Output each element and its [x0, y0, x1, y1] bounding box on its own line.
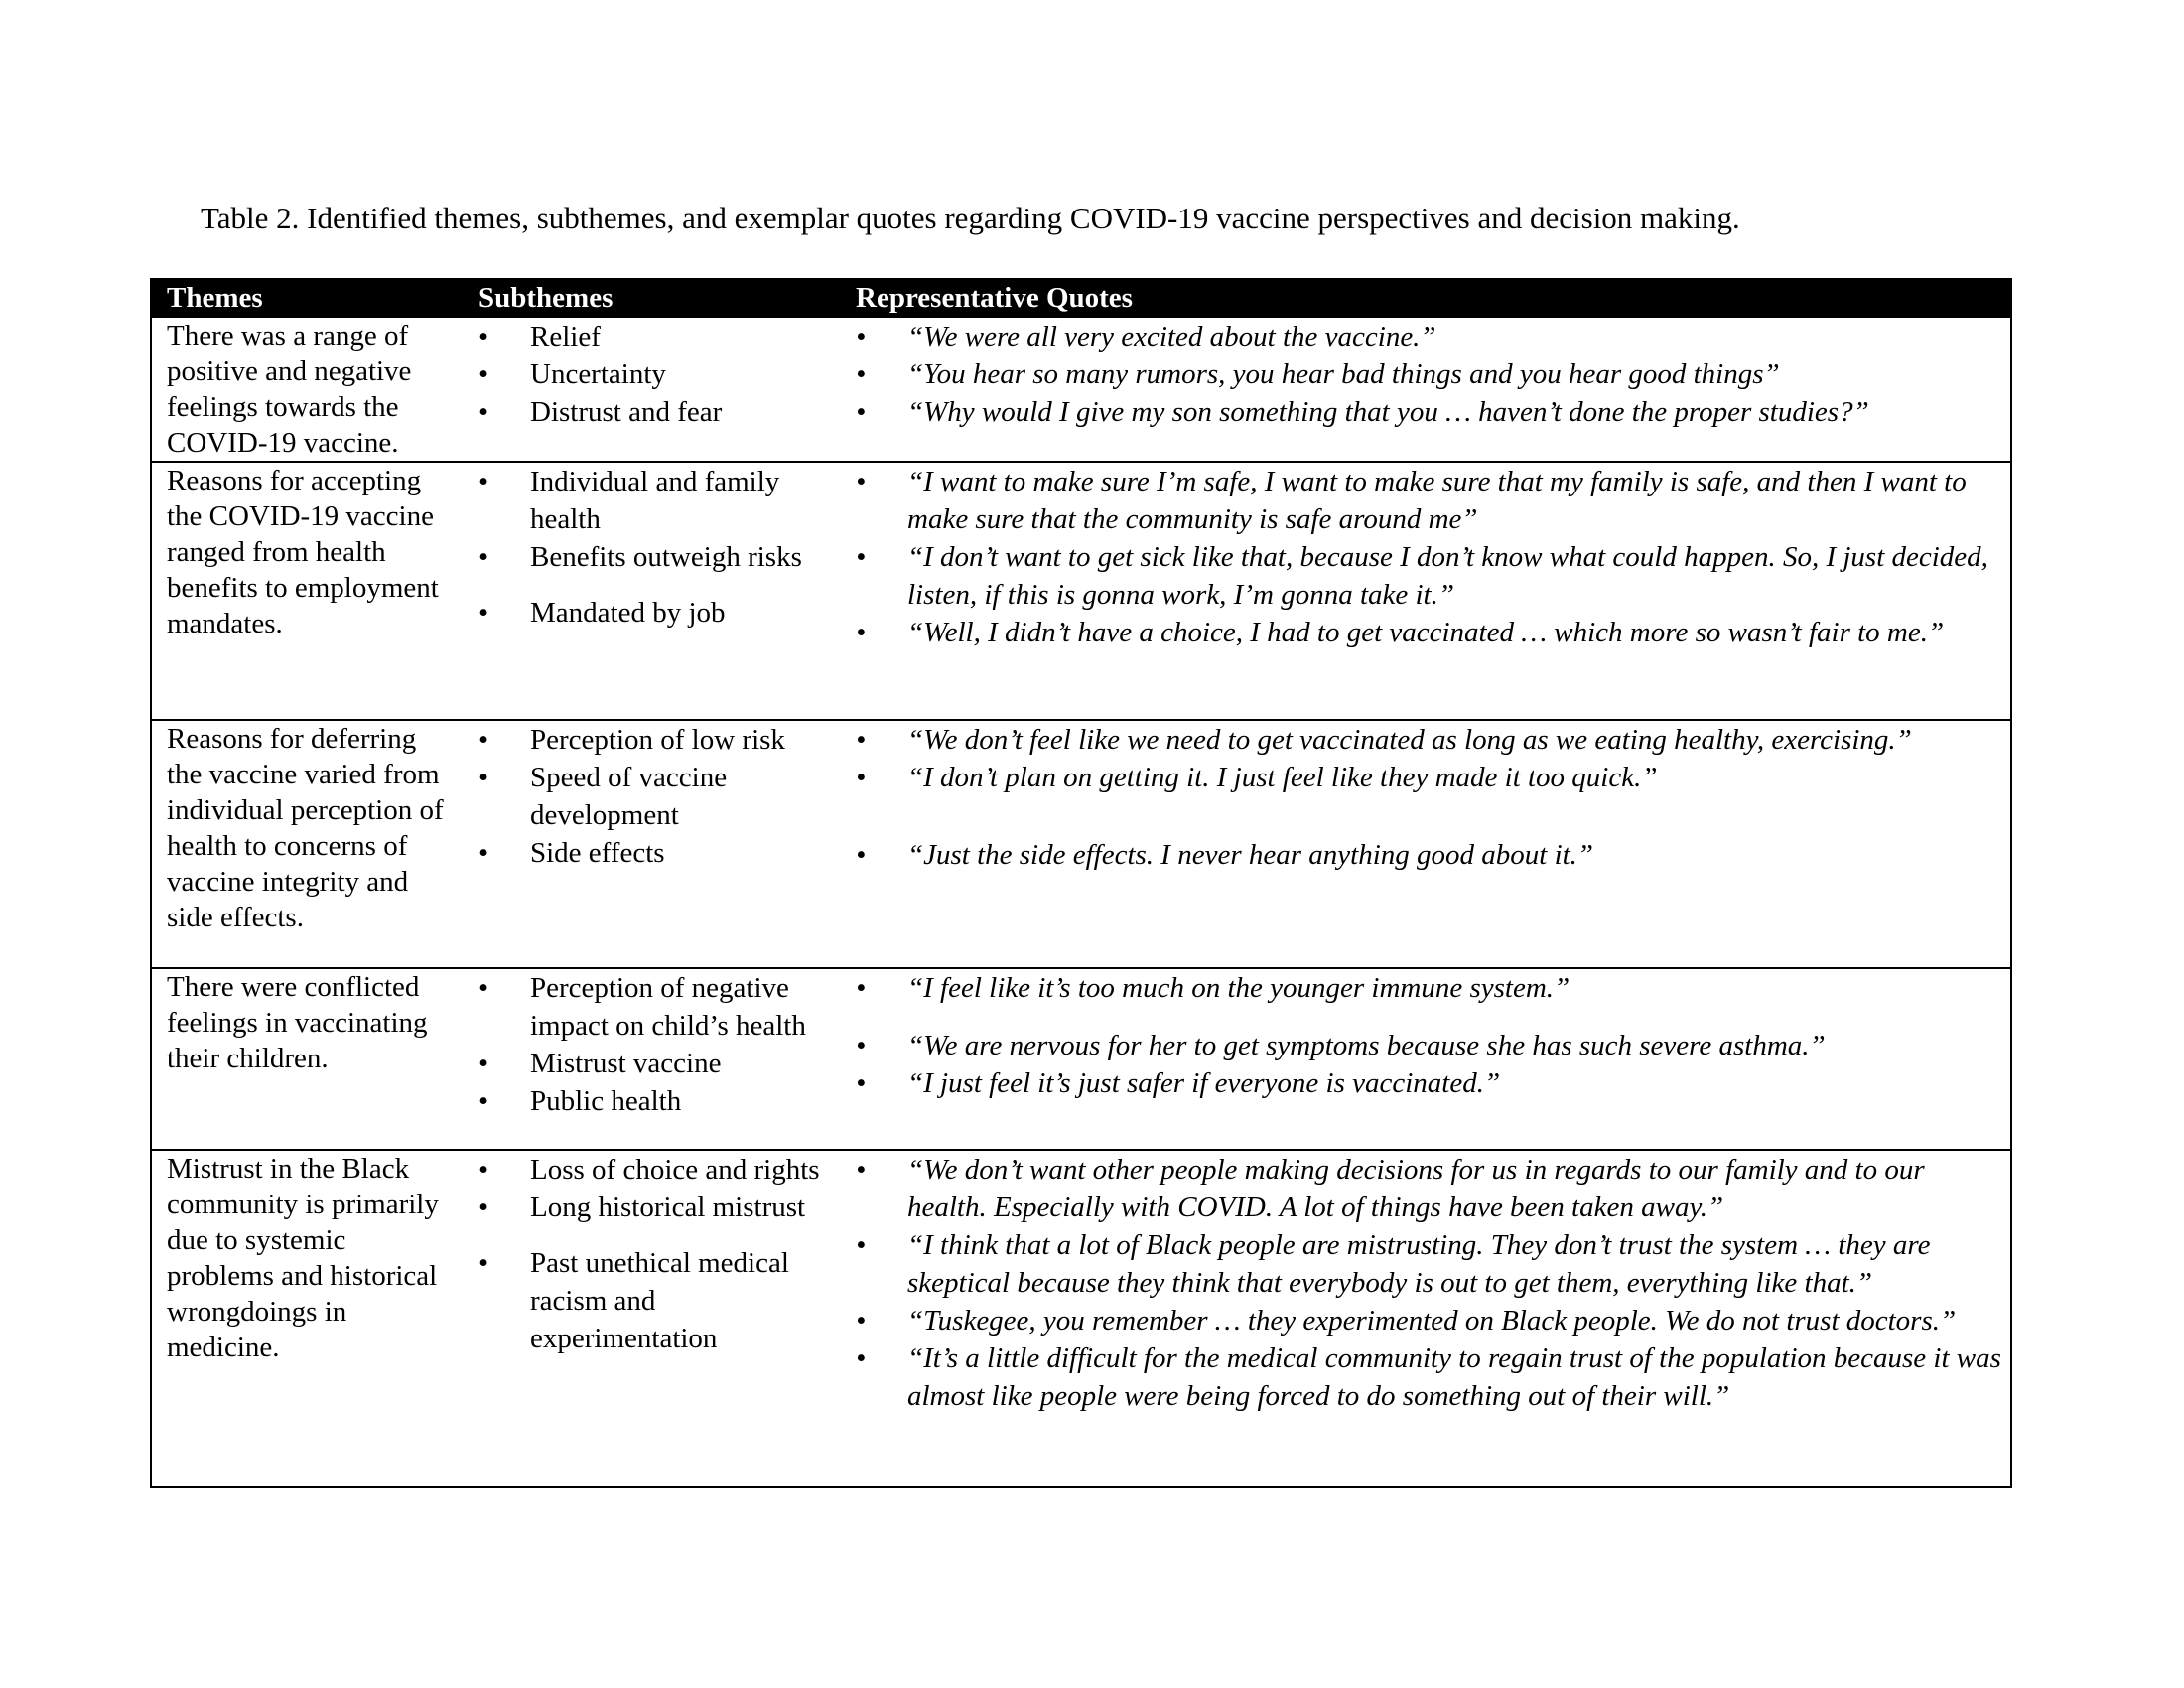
subtheme-item: • Past unethical medical racism and experimentation: [478, 1244, 833, 1357]
subtheme-item: • Individual and family health: [478, 463, 833, 538]
subtheme-item: • Relief: [478, 318, 833, 355]
quote-item: • “We were all very excited about the vaccine.”: [856, 318, 2002, 355]
subtheme-list: [478, 1151, 833, 1357]
subtheme-list: [478, 969, 833, 1120]
quote-list: [856, 463, 2002, 651]
quote-item: • “I feel like it’s too much on the younger immune system.”: [856, 969, 2002, 1007]
theme-cell: Reasons for deferring the vaccine varied from individual perception of health to concerns of vaccine integrity and side effects.: [151, 720, 464, 968]
themes-table: [150, 278, 2012, 1488]
subthemes-cell: [464, 462, 841, 720]
quotes-cell: [841, 720, 2011, 968]
subthemes-cell: [464, 720, 841, 968]
subtheme-item: • Loss of choice and rights: [478, 1151, 833, 1189]
quote-list: [856, 969, 2002, 1102]
quote-item: • “Tuskegee, you remember … they experimented on Black people. We do not trust doctors.”: [856, 1302, 2002, 1339]
theme-cell: There were conflicted feelings in vaccinating their children.: [151, 968, 464, 1150]
subtheme-item: • Side effects: [478, 834, 833, 872]
table-caption: Table 2. Identified themes, subthemes, and exemplar quotes regarding COVID-19 vaccine perspectives and decision making.: [201, 201, 1740, 235]
subthemes-cell: [464, 1150, 841, 1487]
theme-cell: There was a range of positive and negative feelings towards the COVID-19 vaccine.: [151, 317, 464, 462]
table-row: [151, 462, 2011, 720]
subtheme-item: • Public health: [478, 1082, 833, 1120]
subtheme-list: [478, 463, 833, 632]
table-row: [151, 317, 2011, 462]
table-body: [151, 317, 2011, 1487]
table-row: [151, 1150, 2011, 1487]
subthemes-cell: [464, 968, 841, 1150]
quote-item: • “I don’t want to get sick like that, because I don’t know what could happen. So, I just decided, listen, if this is gonna work, I’m gonna take it.”: [856, 538, 2002, 614]
subtheme-item: • Mandated by job: [478, 594, 833, 632]
quotes-cell: [841, 317, 2011, 462]
quote-item: • “I don’t plan on getting it. I just feel like they made it too quick.”: [856, 759, 2002, 796]
quotes-cell: [841, 462, 2011, 720]
quote-item: • “I just feel it’s just safer if everyone is vaccinated.”: [856, 1064, 2002, 1102]
quote-item: • “We are nervous for her to get symptoms because she has such severe asthma.”: [856, 1027, 2002, 1064]
header-subthemes: Subthemes: [464, 279, 841, 317]
table-row: [151, 720, 2011, 968]
theme-cell: Reasons for accepting the COVID-19 vaccine ranged from health benefits to employment mandates.: [151, 462, 464, 720]
header-representative-quotes: Representative Quotes: [841, 279, 2011, 317]
table-row: [151, 968, 2011, 1150]
quotes-cell: [841, 1150, 2011, 1487]
quote-list: [856, 318, 2002, 431]
quote-item: • “I think that a lot of Black people are mistrusting. They don’t trust the system … they are skeptical because they think that everybody is out to get them, everything like that.”: [856, 1226, 2002, 1302]
subtheme-list: [478, 318, 833, 431]
quote-item: • “We don’t want other people making decisions for us in regards to our family and to our health. Especially with COVID. A lot of things have been taken away.”: [856, 1151, 2002, 1226]
subtheme-item: • Speed of vaccine development: [478, 759, 833, 834]
subtheme-item: • Benefits outweigh risks: [478, 538, 833, 576]
theme-cell: Mistrust in the Black community is primarily due to systemic problems and historical wrongdoings in medicine.: [151, 1150, 464, 1487]
quotes-cell: [841, 968, 2011, 1150]
subtheme-item: • Perception of negative impact on child’s health: [478, 969, 833, 1045]
quote-item: • “I want to make sure I’m safe, I want to make sure that my family is safe, and then I want to make sure that the community is safe around me”: [856, 463, 2002, 538]
quote-item: • “Well, I didn’t have a choice, I had to get vaccinated … which more so wasn’t fair to me.”: [856, 614, 2002, 651]
subtheme-list: [478, 721, 833, 872]
quote-item: • “Just the side effects. I never hear anything good about it.”: [856, 836, 2002, 874]
quote-list: [856, 721, 2002, 874]
quote-list: [856, 1151, 2002, 1415]
subthemes-cell: [464, 317, 841, 462]
subtheme-item: • Distrust and fear: [478, 393, 833, 431]
quote-item: • “We don’t feel like we need to get vaccinated as long as we eating healthy, exercising.”: [856, 721, 2002, 759]
quote-item: • “It’s a little difficult for the medical community to regain trust of the population because it was almost like people were being forced to do something out of their will.”: [856, 1339, 2002, 1415]
quote-item: • “Why would I give my son something that you … haven’t done the proper studies?”: [856, 393, 2002, 431]
table-header-row: [151, 279, 2011, 317]
header-themes: Themes: [151, 279, 464, 317]
quote-item: • “You hear so many rumors, you hear bad things and you hear good things”: [856, 355, 2002, 393]
subtheme-item: • Mistrust vaccine: [478, 1045, 833, 1082]
subtheme-item: • Perception of low risk: [478, 721, 833, 759]
subtheme-item: • Uncertainty: [478, 355, 833, 393]
subtheme-item: • Long historical mistrust: [478, 1189, 833, 1226]
